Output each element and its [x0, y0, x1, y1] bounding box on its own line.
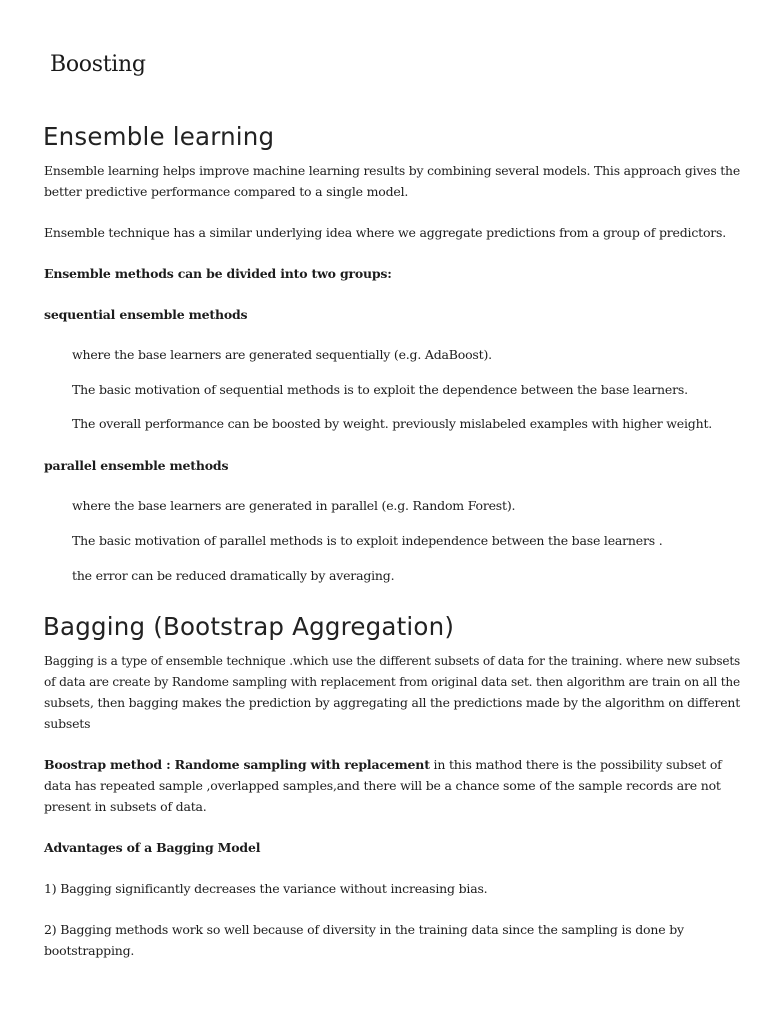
ensemble-intro-line-1: Ensemble learning helps improve machine learning results by combining several models. This approach gives the [44, 163, 740, 178]
bootstrap-method-line-3: present in subsets of data. [44, 799, 207, 814]
parallel-item: The basic motivation of parallel methods is to exploit independence between the base learners . [72, 533, 663, 548]
parallel-item: where the base learners are generated in parallel (e.g. Random Forest). [72, 498, 516, 513]
bagging-desc-line: subsets [44, 716, 91, 731]
sequential-item: The overall performance can be boosted by weight. previously mislabeled examples with higher weight. [72, 416, 713, 431]
bootstrap-method-line-1 [44, 754, 722, 775]
ensemble-technique-paragraph: Ensemble technique has a similar underlying idea where we aggregate predictions from a group of predictors. [44, 225, 727, 240]
advantage-item-2-line-1: 2) Bagging methods work so well because of diversity in the training data since the sampling is done by [44, 922, 684, 937]
advantage-item-2-line-2: bootstrapping. [44, 943, 135, 958]
ensemble-intro-line-2: better predictive performance compared to a single model. [44, 184, 409, 199]
bootstrap-method-line-2: data has repeated sample ,overlapped samples,and there will be a chance some of the sample records are not [44, 778, 721, 793]
parallel-methods-heading: parallel ensemble methods [44, 458, 229, 473]
parallel-item: the error can be reduced dramatically by averaging. [72, 568, 395, 583]
sequential-item: where the base learners are generated sequentially (e.g. AdaBoost). [72, 347, 492, 362]
sequential-item: The basic motivation of sequential methods is to exploit the dependence between the base learners. [72, 382, 688, 397]
heading-bagging: Bagging (Bootstrap Aggregation) [43, 612, 455, 641]
document-title: Boosting [50, 52, 146, 77]
bagging-desc-line: of data are create by Randome sampling with replacement from original data set. then algorithm are train on all the [44, 674, 741, 689]
advantage-item-1: 1) Bagging significantly decreases the variance without increasing bias. [44, 881, 488, 896]
heading-ensemble-learning: Ensemble learning [43, 122, 275, 151]
bagging-desc-line: Bagging is a type of ensemble technique .which use the different subsets of data for the training. where new subsets [44, 653, 741, 668]
bootstrap-method-text: in this mathod there is the possibility subset of [429, 757, 722, 772]
advantages-heading: Advantages of a Bagging Model [44, 840, 261, 855]
ensemble-groups-heading: Ensemble methods can be divided into two groups: [44, 266, 392, 281]
bagging-desc-line: subsets, then bagging makes the prediction by aggregating all the predictions made by the algorithm on different [44, 695, 741, 710]
sequential-methods-heading: sequential ensemble methods [44, 307, 248, 322]
bootstrap-method-term: Boostrap method : Randome sampling with replacement [44, 757, 430, 772]
